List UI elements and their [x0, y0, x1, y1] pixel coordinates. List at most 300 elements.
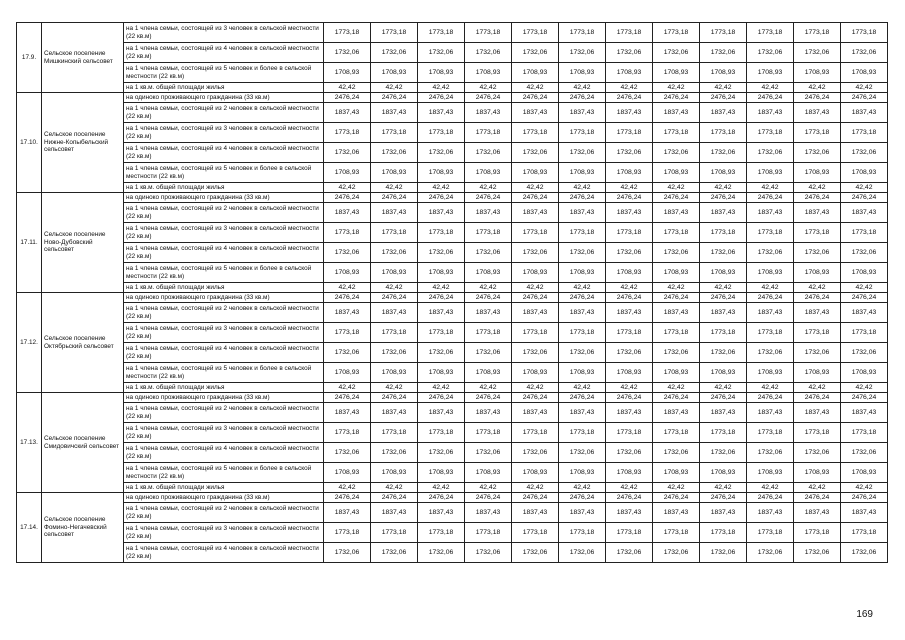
- rate-value: 1837,43: [465, 203, 512, 223]
- rate-value: 42,42: [559, 483, 606, 493]
- rate-value: 1708,93: [606, 463, 653, 483]
- rate-value: 1732,06: [512, 543, 559, 563]
- rate-value: 1773,18: [559, 223, 606, 243]
- rate-value: 1773,18: [794, 123, 841, 143]
- rate-value: 1708,93: [324, 263, 371, 283]
- rate-value: 1773,18: [512, 423, 559, 443]
- table-row: [17, 103, 888, 123]
- table-row: [17, 363, 888, 383]
- rate-value: 1773,18: [512, 323, 559, 343]
- rate-value: 1773,18: [794, 23, 841, 43]
- section-number: 17.10.: [17, 93, 42, 193]
- rate-value: 2476,24: [747, 293, 794, 303]
- rate-value: 1732,06: [324, 143, 371, 163]
- rate-value: 42,42: [371, 283, 418, 293]
- rate-value: 1837,43: [606, 203, 653, 223]
- rate-value: 1837,43: [747, 203, 794, 223]
- rate-value: 42,42: [700, 483, 747, 493]
- rate-value: 1732,06: [465, 143, 512, 163]
- section-number: 17.13.: [17, 393, 42, 493]
- rate-value: 1773,18: [653, 423, 700, 443]
- rate-description: на 1 члена семьи, состоящей из 4 человек в сельской местности (22 кв.м): [124, 143, 324, 163]
- rate-value: 1732,06: [841, 543, 888, 563]
- rate-value: 1837,43: [794, 103, 841, 123]
- settlement-name: Сельское поселение Нижне-Копыбельский сельсовет: [42, 93, 124, 193]
- rate-value: 42,42: [747, 183, 794, 193]
- rate-value: 1732,06: [794, 243, 841, 263]
- rate-value: 1837,43: [794, 503, 841, 523]
- rate-value: 42,42: [559, 83, 606, 93]
- rate-value: 2476,24: [606, 493, 653, 503]
- rate-description: на 1 члена семьи, состоящей из 3 человек в сельской местности (22 кв.м): [124, 423, 324, 443]
- rate-value: 1732,06: [418, 243, 465, 263]
- rate-value: 1708,93: [465, 363, 512, 383]
- rate-value: 2476,24: [559, 493, 606, 503]
- rate-description: на 1 кв.м. общей площади жилья: [124, 183, 324, 193]
- rate-description: на 1 кв.м. общей площади жилья: [124, 83, 324, 93]
- rate-description: на 1 кв.м. общей площади жилья: [124, 283, 324, 293]
- rate-value: 42,42: [371, 383, 418, 393]
- rate-value: 1732,06: [794, 343, 841, 363]
- section-number: 17.11.: [17, 193, 42, 293]
- rate-value: 1773,18: [418, 23, 465, 43]
- rate-value: 1732,06: [418, 543, 465, 563]
- rate-description: на 1 члена семьи, состоящей из 4 человек в сельской местности (22 кв.м): [124, 443, 324, 463]
- rate-value: 1732,06: [841, 143, 888, 163]
- table-row: [17, 483, 888, 493]
- rate-value: 2476,24: [653, 93, 700, 103]
- rate-value: 1732,06: [794, 43, 841, 63]
- rate-value: 1732,06: [700, 243, 747, 263]
- rate-value: 1773,18: [371, 323, 418, 343]
- rate-value: 42,42: [324, 283, 371, 293]
- rate-description: на 1 члена семьи, состоящей из 4 человек в сельской местности (22 кв.м): [124, 543, 324, 563]
- rate-value: 1773,18: [794, 423, 841, 443]
- rate-value: 1708,93: [465, 263, 512, 283]
- rate-value: 1837,43: [324, 203, 371, 223]
- rate-value: 2476,24: [371, 193, 418, 203]
- rate-value: 1732,06: [512, 243, 559, 263]
- rate-value: 42,42: [418, 183, 465, 193]
- rates-table: [16, 22, 888, 563]
- rate-value: 1732,06: [465, 343, 512, 363]
- rate-value: 1773,18: [324, 23, 371, 43]
- rate-value: 42,42: [418, 83, 465, 93]
- rate-value: 1773,18: [606, 223, 653, 243]
- rate-value: 42,42: [418, 283, 465, 293]
- rate-value: 2476,24: [841, 93, 888, 103]
- rate-value: 2476,24: [512, 193, 559, 203]
- rate-value: 1708,93: [841, 163, 888, 183]
- rate-value: 1837,43: [559, 503, 606, 523]
- table-row: [17, 183, 888, 193]
- rate-value: 1837,43: [512, 203, 559, 223]
- rate-value: 2476,24: [559, 393, 606, 403]
- table-row: [17, 323, 888, 343]
- rate-value: 1708,93: [653, 63, 700, 83]
- rate-value: 1732,06: [747, 343, 794, 363]
- rate-value: 1732,06: [324, 243, 371, 263]
- rate-value: 2476,24: [371, 393, 418, 403]
- rate-value: 1732,06: [606, 243, 653, 263]
- rate-value: 1837,43: [418, 103, 465, 123]
- rate-value: 42,42: [747, 83, 794, 93]
- rate-value: 1732,06: [418, 343, 465, 363]
- rate-value: 1732,06: [371, 343, 418, 363]
- rate-value: 2476,24: [559, 293, 606, 303]
- rate-value: 1732,06: [465, 543, 512, 563]
- rate-value: 2476,24: [371, 493, 418, 503]
- rate-value: 1708,93: [747, 363, 794, 383]
- settlement-name: Сельское поселение Ново-Дубовский сельсовет: [42, 193, 124, 293]
- table-row: [17, 143, 888, 163]
- table-row: [17, 543, 888, 563]
- rate-value: 2476,24: [747, 93, 794, 103]
- rate-value: 1837,43: [794, 303, 841, 323]
- rate-value: 2476,24: [653, 193, 700, 203]
- rate-value: 1732,06: [559, 243, 606, 263]
- rate-value: 1732,06: [371, 443, 418, 463]
- rate-description: на одиноко проживающего гражданина (33 кв.м): [124, 93, 324, 103]
- rate-value: 1732,06: [700, 343, 747, 363]
- table-row: [17, 263, 888, 283]
- rate-value: 2476,24: [418, 93, 465, 103]
- rate-value: 42,42: [324, 383, 371, 393]
- page-number: 169: [856, 609, 873, 620]
- rate-value: 1773,18: [371, 423, 418, 443]
- rate-value: 1708,93: [418, 163, 465, 183]
- rate-value: 1708,93: [371, 163, 418, 183]
- rate-value: 1708,93: [841, 63, 888, 83]
- rate-value: 2476,24: [747, 193, 794, 203]
- rate-value: 1732,06: [606, 143, 653, 163]
- rate-value: 1837,43: [371, 303, 418, 323]
- rate-value: 1732,06: [606, 543, 653, 563]
- section-number: 17.14.: [17, 493, 42, 563]
- rate-value: 2476,24: [700, 493, 747, 503]
- rate-value: 1837,43: [465, 103, 512, 123]
- rate-value: 1837,43: [747, 403, 794, 423]
- rate-value: 42,42: [559, 383, 606, 393]
- rate-value: 2476,24: [841, 293, 888, 303]
- rate-value: 1708,93: [418, 363, 465, 383]
- rate-value: 1732,06: [418, 143, 465, 163]
- rate-value: 2476,24: [794, 393, 841, 403]
- rate-value: 1708,93: [700, 63, 747, 83]
- rate-value: 42,42: [700, 183, 747, 193]
- rate-value: 1837,43: [559, 403, 606, 423]
- rate-value: 1837,43: [653, 303, 700, 323]
- rate-value: 42,42: [841, 483, 888, 493]
- rate-value: 1732,06: [747, 543, 794, 563]
- table-row: [17, 123, 888, 143]
- rate-value: 1732,06: [747, 143, 794, 163]
- rate-value: 42,42: [418, 483, 465, 493]
- rate-value: 42,42: [512, 483, 559, 493]
- table-row: [17, 443, 888, 463]
- rate-description: на 1 члена семьи, состоящей из 2 человек в сельской местности (22 кв.м): [124, 403, 324, 423]
- rate-value: 1837,43: [512, 403, 559, 423]
- rate-value: 1732,06: [747, 43, 794, 63]
- table-row: [17, 203, 888, 223]
- rate-value: 2476,24: [324, 193, 371, 203]
- rate-value: 1708,93: [606, 163, 653, 183]
- table-row: [17, 193, 888, 203]
- rate-value: 1708,93: [653, 363, 700, 383]
- settlement-name: Сельское поселение Октябрьский сельсовет: [42, 293, 124, 393]
- rate-description: на одиноко проживающего гражданина (33 кв.м): [124, 393, 324, 403]
- rate-value: 2476,24: [371, 93, 418, 103]
- rate-value: 1708,93: [700, 363, 747, 383]
- rate-value: 42,42: [465, 483, 512, 493]
- rate-value: 1732,06: [653, 443, 700, 463]
- rate-value: 42,42: [794, 283, 841, 293]
- rate-value: 1773,18: [465, 423, 512, 443]
- rate-value: 2476,24: [841, 393, 888, 403]
- rate-value: 1773,18: [700, 523, 747, 543]
- rate-value: 1732,06: [700, 543, 747, 563]
- rate-value: 1837,43: [747, 303, 794, 323]
- rate-value: 1837,43: [512, 503, 559, 523]
- rate-value: 2476,24: [794, 293, 841, 303]
- table-row: [17, 463, 888, 483]
- rate-value: 1773,18: [747, 223, 794, 243]
- rate-value: 1732,06: [559, 443, 606, 463]
- rate-value: 42,42: [512, 383, 559, 393]
- rate-value: 2476,24: [418, 193, 465, 203]
- rate-value: 1837,43: [418, 403, 465, 423]
- rate-value: 2476,24: [794, 493, 841, 503]
- rate-value: 1732,06: [841, 243, 888, 263]
- rate-value: 2476,24: [653, 493, 700, 503]
- rate-value: 1773,18: [700, 123, 747, 143]
- table-row: [17, 343, 888, 363]
- rate-value: 42,42: [653, 183, 700, 193]
- rate-description: на одиноко проживающего гражданина (33 кв.м): [124, 193, 324, 203]
- rate-value: 1732,06: [841, 343, 888, 363]
- rate-value: 1732,06: [371, 143, 418, 163]
- rate-value: 1773,18: [700, 323, 747, 343]
- table-row: [17, 423, 888, 443]
- rate-value: 1773,18: [747, 423, 794, 443]
- rate-value: 1773,18: [700, 23, 747, 43]
- rate-value: 1773,18: [841, 323, 888, 343]
- rate-value: 1837,43: [418, 203, 465, 223]
- rate-value: 1708,93: [324, 363, 371, 383]
- table-row: [17, 223, 888, 243]
- rate-value: 1732,06: [324, 43, 371, 63]
- table-row: [17, 163, 888, 183]
- table-row: [17, 283, 888, 293]
- rate-value: 42,42: [747, 383, 794, 393]
- rate-value: 1732,06: [559, 143, 606, 163]
- rate-value: 1837,43: [371, 403, 418, 423]
- rate-value: 1708,93: [794, 63, 841, 83]
- rate-value: 1732,06: [653, 43, 700, 63]
- rate-value: 1732,06: [512, 343, 559, 363]
- rate-value: 1732,06: [371, 543, 418, 563]
- rate-value: 2476,24: [324, 293, 371, 303]
- rate-value: 1773,18: [653, 223, 700, 243]
- rate-value: 2476,24: [606, 293, 653, 303]
- rate-value: 42,42: [606, 83, 653, 93]
- rate-value: 1837,43: [700, 103, 747, 123]
- rate-value: 1773,18: [653, 523, 700, 543]
- rate-value: 1837,43: [700, 503, 747, 523]
- table-row: [17, 23, 888, 43]
- rate-value: 1837,43: [418, 503, 465, 523]
- rate-description: на 1 члена семьи, состоящей из 4 человек в сельской местности (22 кв.м): [124, 243, 324, 263]
- rate-value: 42,42: [324, 83, 371, 93]
- rate-value: 2476,24: [465, 93, 512, 103]
- rate-value: 1732,06: [700, 143, 747, 163]
- rate-value: 1732,06: [606, 43, 653, 63]
- rate-value: 1708,93: [559, 163, 606, 183]
- rate-value: 42,42: [653, 483, 700, 493]
- rate-value: 1708,93: [606, 63, 653, 83]
- rate-value: 1837,43: [841, 103, 888, 123]
- rate-value: 1773,18: [841, 123, 888, 143]
- rate-value: 42,42: [841, 83, 888, 93]
- rate-value: 1732,06: [653, 343, 700, 363]
- rate-value: 42,42: [606, 283, 653, 293]
- rate-value: 42,42: [465, 283, 512, 293]
- rate-value: 1708,93: [747, 163, 794, 183]
- rate-value: 1732,06: [794, 543, 841, 563]
- rate-value: 1837,43: [747, 503, 794, 523]
- rate-value: 42,42: [794, 183, 841, 193]
- rate-value: 1708,93: [841, 363, 888, 383]
- rate-value: 1837,43: [700, 203, 747, 223]
- table-row: [17, 403, 888, 423]
- rate-value: 1773,18: [794, 523, 841, 543]
- rate-description: на 1 члена семьи, состоящей из 5 человек и более в сельской местности (22 кв.м): [124, 63, 324, 83]
- table-row: [17, 393, 888, 403]
- rate-value: 2476,24: [747, 393, 794, 403]
- rate-value: 1708,93: [371, 263, 418, 283]
- rate-value: 1773,18: [747, 23, 794, 43]
- rate-value: 1708,93: [418, 63, 465, 83]
- rate-value: 1837,43: [606, 103, 653, 123]
- table-row: [17, 43, 888, 63]
- rate-value: 42,42: [700, 283, 747, 293]
- rate-value: 1773,18: [371, 223, 418, 243]
- rate-value: 2476,24: [465, 193, 512, 203]
- rate-value: 1773,18: [653, 123, 700, 143]
- rate-value: 1708,93: [512, 63, 559, 83]
- rate-value: 1708,93: [559, 63, 606, 83]
- rate-value: 1773,18: [371, 23, 418, 43]
- rate-value: 1837,43: [700, 403, 747, 423]
- rate-value: 1708,93: [512, 263, 559, 283]
- rate-value: 1708,93: [841, 463, 888, 483]
- rate-value: 2476,24: [841, 193, 888, 203]
- rate-value: 1773,18: [700, 423, 747, 443]
- table-row: [17, 83, 888, 93]
- rate-value: 1837,43: [512, 303, 559, 323]
- rate-value: 2476,24: [371, 293, 418, 303]
- rate-value: 1773,18: [418, 523, 465, 543]
- rate-value: 1773,18: [653, 23, 700, 43]
- rate-value: 1732,06: [324, 543, 371, 563]
- rate-value: 2476,24: [653, 293, 700, 303]
- rate-value: 2476,24: [465, 393, 512, 403]
- rate-value: 2476,24: [794, 193, 841, 203]
- rate-value: 1773,18: [606, 523, 653, 543]
- rate-value: 1837,43: [559, 103, 606, 123]
- rate-value: 1732,06: [747, 243, 794, 263]
- rate-value: 1732,06: [465, 443, 512, 463]
- rate-value: 1708,93: [324, 163, 371, 183]
- rate-value: 1708,93: [371, 463, 418, 483]
- rate-description: на 1 члена семьи, состоящей из 4 человек в сельской местности (22 кв.м): [124, 43, 324, 63]
- rate-value: 42,42: [747, 283, 794, 293]
- rate-value: 1708,93: [747, 463, 794, 483]
- rate-value: 1773,18: [559, 323, 606, 343]
- rate-value: 1773,18: [324, 123, 371, 143]
- rate-value: 2476,24: [418, 393, 465, 403]
- rate-value: 1837,43: [794, 203, 841, 223]
- rate-value: 1773,18: [465, 523, 512, 543]
- rate-value: 1708,93: [700, 163, 747, 183]
- rate-value: 2476,24: [324, 93, 371, 103]
- rate-value: 1773,18: [371, 123, 418, 143]
- rate-value: 42,42: [841, 283, 888, 293]
- settlement-name: Сельское поселение Фомино-Негачевский сельсовет: [42, 493, 124, 563]
- rate-value: 42,42: [794, 483, 841, 493]
- rate-value: 1708,93: [747, 263, 794, 283]
- rate-value: 1837,43: [371, 203, 418, 223]
- rate-value: 1732,06: [747, 443, 794, 463]
- rate-value: 1773,18: [465, 223, 512, 243]
- rate-description: на 1 члена семьи, состоящей из 2 человек в сельской местности (22 кв.м): [124, 503, 324, 523]
- table-row: [17, 293, 888, 303]
- rate-value: 1773,18: [418, 123, 465, 143]
- rate-value: 1732,06: [512, 43, 559, 63]
- rate-value: 42,42: [324, 183, 371, 193]
- section-number: 17.12.: [17, 293, 42, 393]
- table-row: [17, 243, 888, 263]
- rate-value: 1732,06: [324, 443, 371, 463]
- rate-value: 1732,06: [512, 443, 559, 463]
- rate-value: 1837,43: [841, 503, 888, 523]
- rate-value: 42,42: [371, 483, 418, 493]
- table-row: [17, 493, 888, 503]
- rate-value: 1773,18: [559, 123, 606, 143]
- rate-value: 1773,18: [418, 223, 465, 243]
- rate-value: 1708,93: [324, 63, 371, 83]
- rate-value: 1708,93: [794, 363, 841, 383]
- rate-value: 1773,18: [841, 423, 888, 443]
- rate-value: 1732,06: [653, 243, 700, 263]
- rate-value: 2476,24: [747, 493, 794, 503]
- rate-value: 1773,18: [794, 223, 841, 243]
- rate-value: 1837,43: [606, 303, 653, 323]
- rates-table-body: [17, 23, 888, 563]
- rate-value: 2476,24: [700, 293, 747, 303]
- rate-value: 1708,93: [841, 263, 888, 283]
- rate-value: 1837,43: [606, 503, 653, 523]
- rate-value: 1773,18: [841, 223, 888, 243]
- rate-value: 1708,93: [653, 263, 700, 283]
- rate-value: 1837,43: [465, 503, 512, 523]
- rate-value: 2476,24: [512, 393, 559, 403]
- rate-value: 1773,18: [747, 123, 794, 143]
- table-row: [17, 303, 888, 323]
- rate-value: 1732,06: [371, 43, 418, 63]
- rate-value: 1708,93: [794, 263, 841, 283]
- rate-description: на 1 кв.м. общей площади жилья: [124, 383, 324, 393]
